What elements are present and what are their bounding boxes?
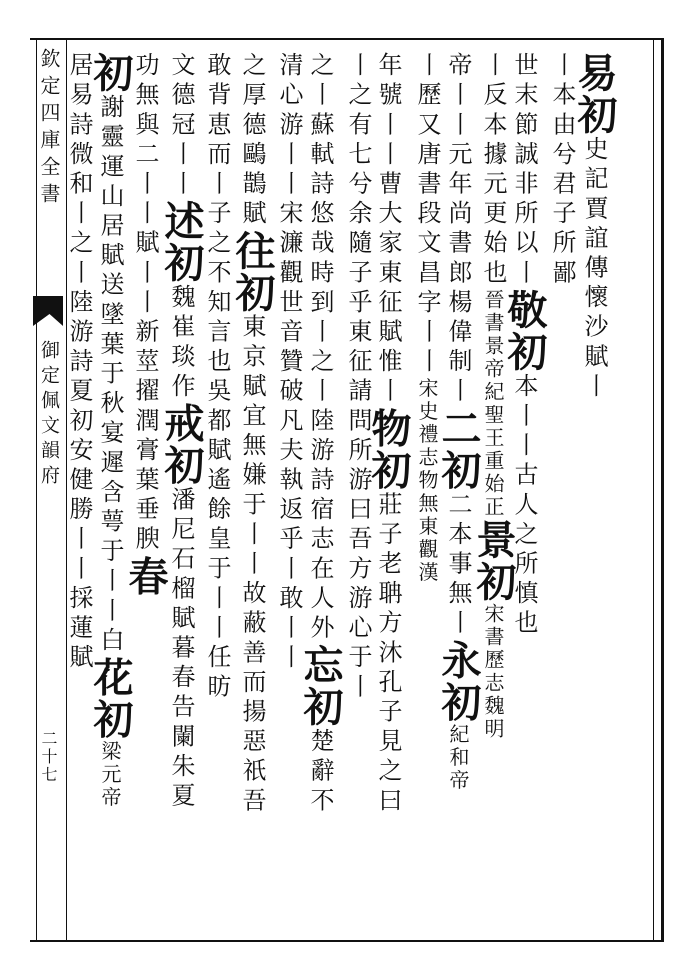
citation-text: 二本事無丨 <box>444 491 472 640</box>
citation-text: 功無與二 <box>131 52 159 171</box>
text-column <box>406 52 448 585</box>
citation-text: 請問所游曰吾方游心于丨 <box>344 377 372 704</box>
text-column <box>158 52 205 813</box>
text-column <box>268 52 310 674</box>
source-note: 宋書歷志魏明 <box>481 602 505 741</box>
source-note: 宋史禮志物無 <box>415 377 439 516</box>
citation-text: 世末節誠非所以丨 <box>510 52 538 289</box>
citation-text: 之厚德鷗鵲賦 <box>238 52 266 230</box>
rhyme-entry-heading: 忘初 <box>297 644 344 728</box>
citation-text: 子之不知言也吳都賦遙餘皇于丨丨任昉 <box>203 200 231 704</box>
rhyme-entry-heading: 易初 <box>571 52 618 136</box>
rhyme-entry-heading: 春 <box>122 555 169 598</box>
source-note: 梁元帝 <box>98 740 122 810</box>
rhyme-entry-heading: 永初 <box>435 639 482 724</box>
source-note: 晉書景帝紀聖王重始正 <box>481 288 505 519</box>
text-column <box>58 52 100 674</box>
rhyme-entry-heading: 物初 <box>365 407 412 492</box>
rhyme-entry-heading: 述初 <box>158 200 205 284</box>
citation-text: 帝丨丨元年尚書郎楊偉制丨 <box>444 52 472 408</box>
page-number: 二十七 <box>39 730 58 784</box>
citation-text: 楚辭不 <box>306 728 334 817</box>
citation-text: 丨本由兮君子所鄙 <box>548 52 576 289</box>
citation-text: 丨丨賦 <box>131 170 159 260</box>
citation-text: 居易詩微和丨之丨陸游詩夏初安健勝丨丨 <box>65 52 93 585</box>
citation-text: 莊子老聃方沐孔子見之曰 <box>374 491 402 817</box>
rhyme-entry-heading: 景初 <box>470 518 517 603</box>
text-column <box>541 52 583 289</box>
text-column <box>196 52 238 703</box>
citation-text: 文德冠丨丨 <box>167 52 195 200</box>
citation-text: 史記賈誼傳懷沙賦丨 <box>580 136 608 403</box>
citation-text: 東京賦宜無嫌于丨丨故蔽善而揚惡祇吾 <box>238 313 266 817</box>
frame-right-border <box>661 38 664 942</box>
citation-text: 謝靈運山居賦送墜葉于秋宴遲含萼于丨丨白 <box>96 94 124 657</box>
citation-text: 本丨丨古人之所慎也 <box>510 372 538 640</box>
citation-text: 採蓮賦 <box>65 584 93 674</box>
citation-text: 丨反本據元更始也 <box>479 52 507 289</box>
citation-text: 魏崔琰作 <box>167 284 195 403</box>
text-column <box>337 52 379 703</box>
rhyme-entry-heading: 往初 <box>229 229 276 314</box>
citation-text: 年號丨丨曹大家東征賦惟丨 <box>374 52 402 408</box>
rhyme-entry-heading: 初 <box>87 52 134 94</box>
spine-volume-title: 御定佩文韻府 <box>38 340 60 490</box>
rhyme-entry-heading: 戒初 <box>158 402 205 487</box>
citation-text: 丨歷又唐書段文昌字丨丨 <box>413 52 441 378</box>
source-note: 紀和帝 <box>446 723 470 793</box>
rhyme-entry-heading: 敬初 <box>501 288 548 373</box>
spine-book-title: 欽定四庫全書 <box>37 48 61 210</box>
frame-top-border <box>30 38 663 40</box>
frame-right-inner-border <box>653 40 654 940</box>
citation-text: 之丨蘇軾詩悠哉時到丨之丨陸游詩宿志在人外 <box>306 52 334 644</box>
citation-text: 丨丨新莖擢潤膏葉垂腴 <box>131 259 159 556</box>
citation-text: 敢丨丨 <box>275 584 303 674</box>
citation-text: 敢背恵而丨 <box>203 52 231 200</box>
citation-text: 潘尼石榴賦暮春告闌朱夏 <box>167 486 195 813</box>
rhyme-entry-heading: 花初 <box>87 656 134 741</box>
frame-bottom-border <box>30 940 663 942</box>
citation-text: 清心游丨丨宋濂觀世音贊破凡夫執返乎丨 <box>275 52 303 585</box>
source-note: 東觀漢 <box>415 515 439 585</box>
citation-text: 丨之有七兮余隨子乎東征 <box>344 52 372 378</box>
rhyme-entry-heading: 二初 <box>435 407 482 492</box>
